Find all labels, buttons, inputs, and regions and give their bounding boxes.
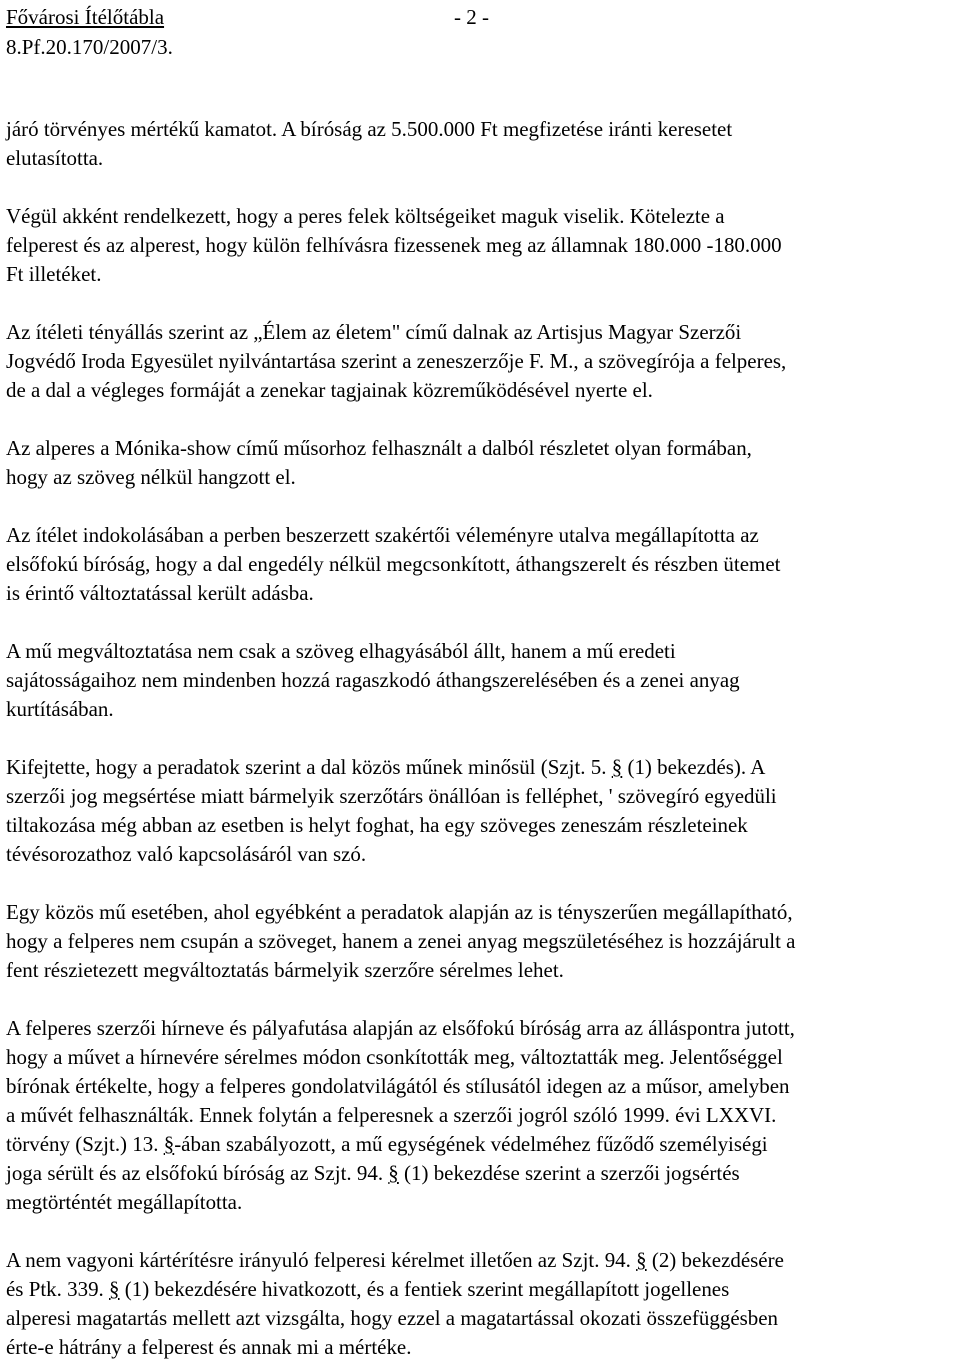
text-line: szerzői jog megsértése miatt bármelyik szerzőtárs önállóan is felléphet, ' szövegíró egyedüli: [6, 784, 777, 808]
text-line: érte-e hátrány a felperest és annak mi a mértéke.: [6, 1335, 412, 1359]
paragraph: [6, 115, 956, 173]
case-number: 8.Pf.20.170/2007/3.: [6, 35, 173, 59]
text-line: sajátosságaihoz nem mindenben hozzá ragaszkodó áthangszerelésében és a zenei anyag: [6, 668, 740, 692]
text-line: Egy közös mű esetében, ahol egyébként a peradatok alapján az is tényszerűen megállapítható,: [6, 900, 793, 924]
section-sign: §: [636, 1248, 647, 1272]
section-sign: §: [163, 1132, 175, 1156]
text-line: is érintő változtatással került adásba.: [6, 581, 314, 605]
text-line: Kifejtette, hogy a peradatok szerint a dal közös műnek minősül (Szjt. 5. § (1) bekezdés). A: [6, 755, 766, 779]
text-line: A felperes szerzői hírneve és pályafutása alapján az elsőfokú bíróság arra az álláspontra jutott,: [6, 1016, 795, 1040]
text-line: Az ítélet indokolásában a perben beszerzett szakértői véleményre utalva megállapította az: [6, 523, 759, 547]
text-line: elsőfokú bíróság, hogy a dal engedély nélkül megcsonkított, áthangszerelt és részben ütemet: [6, 552, 781, 576]
paragraph: [6, 1246, 956, 1362]
page-number: - 2 -: [454, 5, 489, 29]
text-line: megtörténtét megállapította.: [6, 1190, 243, 1214]
text-line: tévésorozathoz való kapcsolásáról van szó.: [6, 842, 367, 866]
text-line: Az alperes a Mónika-show című műsorhoz felhasznált a dalból részletet olyan formában,: [6, 436, 752, 460]
text-line: bírónak értékelte, hogy a felperes gondolatvilágától és stílusától idegen az a műsor, amelyben: [6, 1074, 790, 1098]
paragraph: [6, 521, 956, 608]
text-line: tiltakozása még abban az esetben is helyt foghat, ha egy szöveges zeneszám részleteinek: [6, 813, 748, 837]
text-line: a művét felhasználták. Ennek folytán a felperesnek a szerzői jogról szóló 1999. évi LXXVI.: [6, 1103, 777, 1127]
text-line: Jogvédő Iroda Egyesület nyilvántartása szerint a zeneszerzője F. M., a szövegírója a felperes,: [6, 349, 787, 373]
text-line: de a dal a végleges formáját a zenekar tagjainak közreműködésével nyerte el.: [6, 378, 653, 402]
section-sign: §: [611, 755, 623, 779]
court-name: Fővárosi Ítélőtábla: [6, 5, 165, 29]
text-line: hogy az szöveg nélkül hangzott el.: [6, 465, 296, 489]
text-line: joga sérült és az elsőfokú bíróság az Szjt. 94. § (1) bekezdése szerint a szerzői jogsértés: [6, 1161, 740, 1185]
text-line: járó törvényes mértékű kamatot. A bíróság az 5.500.000 Ft megfizetése iránti keresetet: [6, 117, 733, 141]
paragraph: [6, 434, 956, 492]
text-line: és Ptk. 339. § (1) bekezdésére hivatkozott, és a fentiek szerint megállapított jogellenes: [6, 1277, 730, 1301]
section-sign: §: [109, 1277, 120, 1301]
text-line: hogy a művet a hírnevére sérelmes módon csonkították meg, változtatták meg. Jelentőséggel: [6, 1045, 783, 1069]
text-line: törvény (Szjt.) 13. §-ában szabályozott, a mű egységének védelméhez fűződő személyiségi: [6, 1132, 768, 1156]
paragraph: [6, 898, 956, 985]
paragraph: [6, 202, 956, 289]
document-body: [6, 115, 956, 1362]
paragraph: [6, 637, 956, 724]
text-line: elutasította.: [6, 146, 104, 170]
text-line: Végül akként rendelkezett, hogy a peres felek költségeiket maguk viselik. Kötelezte a: [6, 204, 725, 228]
document-header: [6, 2, 173, 62]
text-line: Az ítéleti tényállás szerint az „Élem az életem" című dalnak az Artisjus Magyar Szerzői: [6, 320, 742, 344]
text-line: A nem vagyoni kártérítésre irányuló felperesi kérelmet illetően az Szjt. 94. § (2) bekezdésére: [6, 1248, 784, 1272]
text-line: alperesi magatartás mellett azt vizsgálta, hogy ezzel a magatartással okozati összefüggésben: [6, 1306, 779, 1330]
text-line: felperest és az alperest, hogy külön felhívásra fizessenek meg az államnak 180.000 -180.000: [6, 233, 782, 257]
paragraph: [6, 318, 956, 405]
text-line: Ft illetéket.: [6, 262, 102, 286]
paragraph: [6, 1014, 956, 1217]
text-line: kurtításában.: [6, 697, 114, 721]
paragraph: [6, 753, 956, 869]
text-line: fent részietezett megváltoztatás bármelyik szerzőre sérelmes lehet.: [6, 958, 564, 982]
text-line: A mű megváltoztatása nem csak a szöveg elhagyásából állt, hanem a mű eredeti: [6, 639, 676, 663]
section-sign: §: [388, 1161, 399, 1185]
text-line: hogy a felperes nem csupán a szöveget, hanem a zenei anyag megszületéséhez is hozzájárult a: [6, 929, 796, 953]
